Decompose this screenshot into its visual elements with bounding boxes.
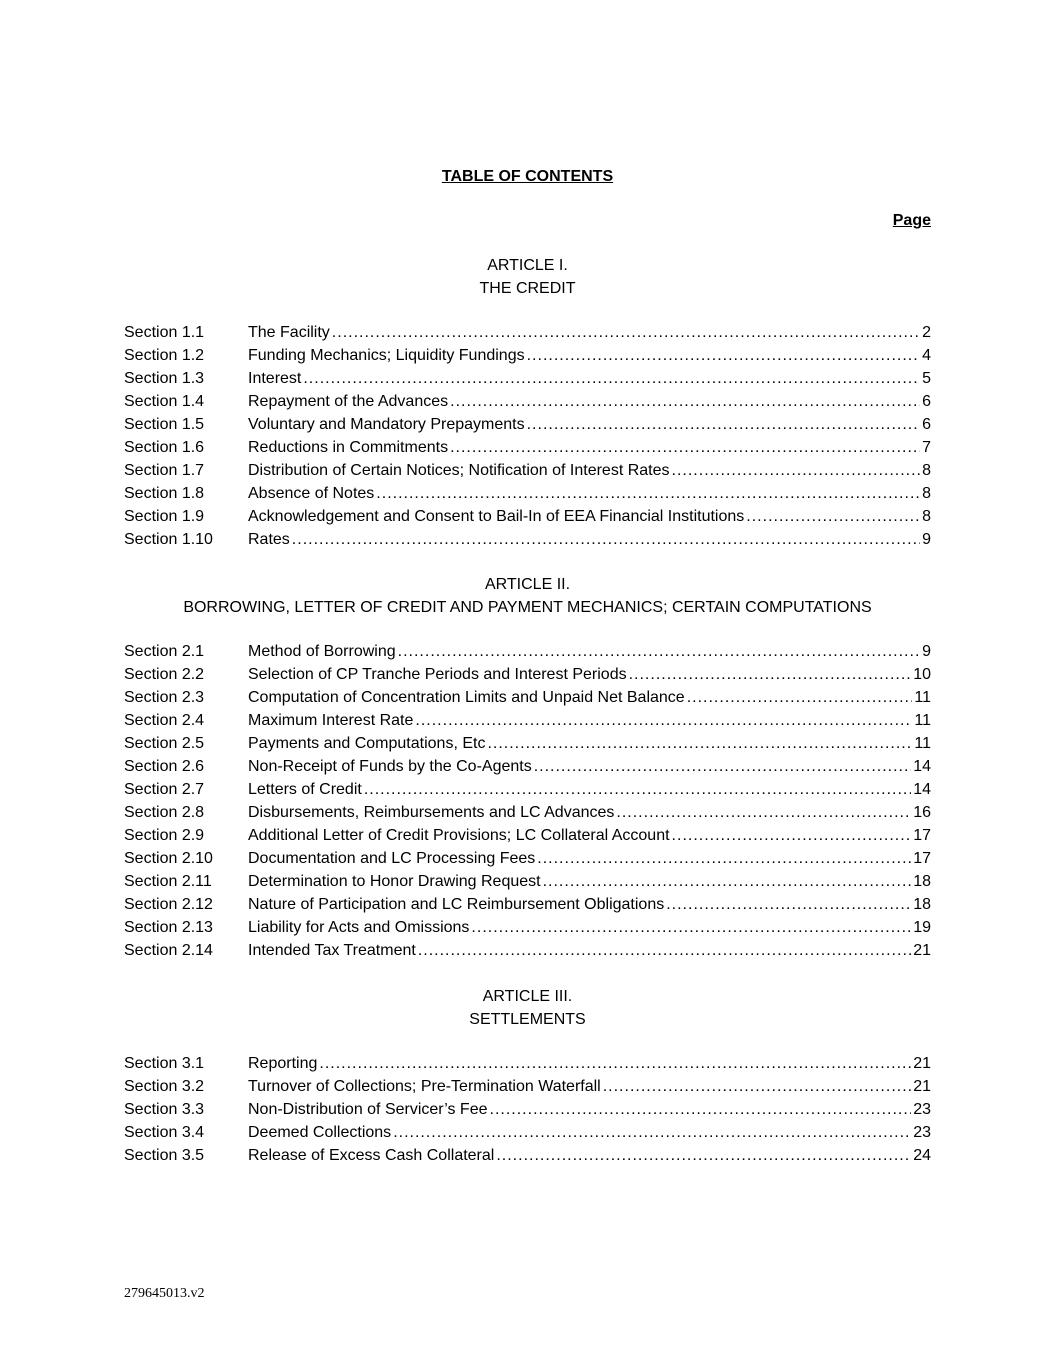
section-page: 2 bbox=[922, 324, 931, 341]
dot-leader bbox=[687, 686, 913, 709]
section-number: Section 2.10 bbox=[124, 850, 213, 867]
toc-entry[interactable] bbox=[124, 528, 931, 551]
section-page: 17 bbox=[913, 850, 931, 867]
section-number: Section 1.7 bbox=[124, 462, 205, 479]
section-title: Interest bbox=[248, 370, 302, 387]
section-title: Non-Receipt of Funds by the Co-Agents bbox=[248, 758, 532, 775]
toc-title: TABLE OF CONTENTS bbox=[441, 168, 614, 185]
section-page: 18 bbox=[913, 896, 931, 913]
section-number: Section 2.3 bbox=[124, 689, 205, 706]
article-1-sections bbox=[124, 321, 931, 551]
section-page: 8 bbox=[922, 485, 931, 502]
section-number: Section 2.5 bbox=[124, 735, 205, 752]
section-title: Release of Excess Cash Collateral bbox=[248, 1147, 495, 1164]
section-number: Section 1.6 bbox=[124, 439, 205, 456]
document-footer-id: 279645013.v2 bbox=[124, 1286, 205, 1301]
section-page: 6 bbox=[922, 393, 931, 410]
toc-entry[interactable] bbox=[124, 1075, 931, 1098]
dot-leader bbox=[666, 893, 911, 916]
dot-leader bbox=[418, 939, 911, 962]
section-number: Section 3.4 bbox=[124, 1124, 205, 1141]
dot-leader bbox=[616, 801, 911, 824]
toc-entry[interactable] bbox=[124, 801, 931, 824]
dot-leader bbox=[471, 916, 911, 939]
toc-entry[interactable] bbox=[124, 686, 931, 709]
section-number: Section 2.7 bbox=[124, 781, 205, 798]
dot-leader bbox=[527, 413, 920, 436]
section-number: Section 2.14 bbox=[124, 942, 213, 959]
section-number: Section 1.3 bbox=[124, 370, 205, 387]
section-page: 11 bbox=[914, 689, 931, 706]
article-2-sections bbox=[124, 640, 931, 962]
section-title: Rates bbox=[248, 531, 290, 548]
dot-leader bbox=[319, 1052, 911, 1075]
section-page: 23 bbox=[913, 1124, 931, 1141]
toc-entry[interactable] bbox=[124, 778, 931, 801]
section-title: Turnover of Collections; Pre-Termination Waterfall bbox=[248, 1078, 601, 1095]
section-title: Nature of Participation and LC Reimbursement Obligations bbox=[248, 896, 665, 913]
section-number: Section 3.3 bbox=[124, 1101, 205, 1118]
section-number: Section 2.8 bbox=[124, 804, 205, 821]
article-number: ARTICLE II. bbox=[484, 576, 571, 593]
section-number: Section 2.9 bbox=[124, 827, 205, 844]
article-heading-2 bbox=[0, 573, 1055, 619]
section-number: Section 1.2 bbox=[124, 347, 205, 364]
section-number: Section 2.4 bbox=[124, 712, 205, 729]
dot-leader bbox=[672, 824, 912, 847]
toc-entry[interactable] bbox=[124, 505, 931, 528]
dot-leader bbox=[303, 367, 920, 390]
section-page: 19 bbox=[913, 919, 931, 936]
dot-leader bbox=[415, 709, 912, 732]
section-title: Selection of CP Tranche Periods and Interest Periods bbox=[248, 666, 627, 683]
article-heading-1 bbox=[0, 254, 1055, 300]
section-number: Section 3.2 bbox=[124, 1078, 205, 1095]
section-page: 23 bbox=[913, 1101, 931, 1118]
article-3-sections bbox=[124, 1052, 931, 1167]
section-number: Section 2.1 bbox=[124, 643, 205, 660]
dot-leader bbox=[746, 505, 920, 528]
toc-entry[interactable] bbox=[124, 709, 931, 732]
toc-entry[interactable] bbox=[124, 344, 931, 367]
dot-leader bbox=[672, 459, 921, 482]
section-number: Section 2.13 bbox=[124, 919, 213, 936]
section-number: Section 1.8 bbox=[124, 485, 205, 502]
section-page: 14 bbox=[913, 758, 931, 775]
section-page: 11 bbox=[914, 712, 931, 729]
section-number: Section 2.6 bbox=[124, 758, 205, 775]
section-page: 14 bbox=[913, 781, 931, 798]
section-title: Determination to Honor Drawing Request bbox=[248, 873, 541, 890]
section-number: Section 3.5 bbox=[124, 1147, 205, 1164]
toc-entry[interactable] bbox=[124, 939, 931, 962]
dot-leader bbox=[537, 847, 911, 870]
section-title: Acknowledgement and Consent to Bail-In of EEA Financial Institutions bbox=[248, 508, 745, 525]
toc-entry[interactable] bbox=[124, 1121, 931, 1144]
section-page: 6 bbox=[922, 416, 931, 433]
toc-entry[interactable] bbox=[124, 1052, 931, 1075]
section-title: Additional Letter of Credit Provisions; LC Collateral Account bbox=[248, 827, 670, 844]
section-title: Reporting bbox=[248, 1055, 318, 1072]
section-page: 21 bbox=[913, 1055, 931, 1072]
dot-leader bbox=[398, 640, 920, 663]
dot-leader bbox=[332, 321, 920, 344]
section-title: Payments and Computations, Etc bbox=[248, 735, 486, 752]
toc-entry[interactable] bbox=[124, 413, 931, 436]
section-title: Voluntary and Mandatory Prepayments bbox=[248, 416, 525, 433]
section-title: The Facility bbox=[248, 324, 330, 341]
section-title: Disbursements, Reimbursements and LC Advances bbox=[248, 804, 615, 821]
section-title: Reductions in Commitments bbox=[248, 439, 449, 456]
dot-leader bbox=[393, 1121, 911, 1144]
section-page: 5 bbox=[922, 370, 931, 387]
section-title: Maximum Interest Rate bbox=[248, 712, 414, 729]
section-page: 16 bbox=[913, 804, 931, 821]
section-title: Documentation and LC Processing Fees bbox=[248, 850, 536, 867]
section-number: Section 2.12 bbox=[124, 896, 213, 913]
section-number: Section 1.4 bbox=[124, 393, 205, 410]
section-title: Liability for Acts and Omissions bbox=[248, 919, 470, 936]
dot-leader bbox=[292, 528, 920, 551]
section-page: 24 bbox=[913, 1147, 931, 1164]
toc-entry[interactable] bbox=[124, 732, 931, 755]
toc-entry[interactable] bbox=[124, 755, 931, 778]
toc-entry[interactable] bbox=[124, 1098, 931, 1121]
section-page: 9 bbox=[922, 531, 931, 548]
article-number: ARTICLE I. bbox=[487, 257, 568, 274]
section-number: Section 2.11 bbox=[124, 873, 212, 890]
section-title: Intended Tax Treatment bbox=[248, 942, 416, 959]
page-column-label: Page bbox=[892, 212, 931, 229]
dot-leader bbox=[496, 1144, 911, 1167]
section-title: Method of Borrowing bbox=[248, 643, 396, 660]
section-page: 18 bbox=[913, 873, 931, 890]
section-title: Repayment of the Advances bbox=[248, 393, 449, 410]
toc-entry[interactable] bbox=[124, 847, 931, 870]
section-page: 4 bbox=[922, 347, 931, 364]
section-page: 21 bbox=[913, 1078, 931, 1095]
toc-entry[interactable] bbox=[124, 824, 931, 847]
section-number: Section 1.10 bbox=[124, 531, 213, 548]
toc-entry[interactable] bbox=[124, 870, 931, 893]
toc-entry[interactable] bbox=[124, 916, 931, 939]
section-page: 8 bbox=[922, 508, 931, 525]
dot-leader bbox=[603, 1075, 911, 1098]
section-page: 17 bbox=[913, 827, 931, 844]
toc-entry[interactable] bbox=[124, 436, 931, 459]
article-title: BORROWING, LETTER OF CREDIT AND PAYMENT MECHANICS; CERTAIN COMPUTATIONS bbox=[183, 599, 872, 616]
section-number: Section 1.5 bbox=[124, 416, 205, 433]
section-number: Section 1.9 bbox=[124, 508, 205, 525]
dot-leader bbox=[450, 436, 920, 459]
dot-leader bbox=[534, 755, 912, 778]
toc-entry[interactable] bbox=[124, 1144, 931, 1167]
section-page: 11 bbox=[914, 735, 931, 752]
section-page: 8 bbox=[922, 462, 931, 479]
section-title: Distribution of Certain Notices; Notification of Interest Rates bbox=[248, 462, 670, 479]
section-number: Section 3.1 bbox=[124, 1055, 205, 1072]
article-title: SETTLEMENTS bbox=[469, 1011, 586, 1028]
dot-leader bbox=[527, 344, 920, 367]
section-page: 21 bbox=[913, 942, 931, 959]
toc-entry[interactable] bbox=[124, 390, 931, 413]
section-title: Funding Mechanics; Liquidity Fundings bbox=[248, 347, 525, 364]
section-page: 7 bbox=[922, 439, 931, 456]
section-title: Computation of Concentration Limits and Unpaid Net Balance bbox=[248, 689, 685, 706]
article-heading-3 bbox=[0, 985, 1055, 1031]
section-number: Section 1.1 bbox=[124, 324, 205, 341]
dot-leader bbox=[364, 778, 911, 801]
section-page: 10 bbox=[913, 666, 931, 683]
article-title: THE CREDIT bbox=[479, 280, 576, 297]
section-title: Deemed Collections bbox=[248, 1124, 392, 1141]
dot-leader bbox=[543, 870, 912, 893]
dot-leader bbox=[376, 482, 920, 505]
article-number: ARTICLE III. bbox=[482, 988, 573, 1005]
dot-leader bbox=[629, 663, 912, 686]
section-number: Section 2.2 bbox=[124, 666, 205, 683]
toc-entry[interactable] bbox=[124, 640, 931, 663]
dot-leader bbox=[450, 390, 920, 413]
dot-leader bbox=[490, 1098, 912, 1121]
toc-entry[interactable] bbox=[124, 367, 931, 390]
section-page: 9 bbox=[922, 643, 931, 660]
toc-entry[interactable] bbox=[124, 663, 931, 686]
dot-leader bbox=[487, 732, 912, 755]
toc-entry[interactable] bbox=[124, 893, 931, 916]
section-title: Letters of Credit bbox=[248, 781, 362, 798]
toc-entry[interactable] bbox=[124, 482, 931, 505]
toc-entry[interactable] bbox=[124, 321, 931, 344]
section-title: Non-Distribution of Servicer’s Fee bbox=[248, 1101, 488, 1118]
toc-entry[interactable] bbox=[124, 459, 931, 482]
section-title: Absence of Notes bbox=[248, 485, 375, 502]
